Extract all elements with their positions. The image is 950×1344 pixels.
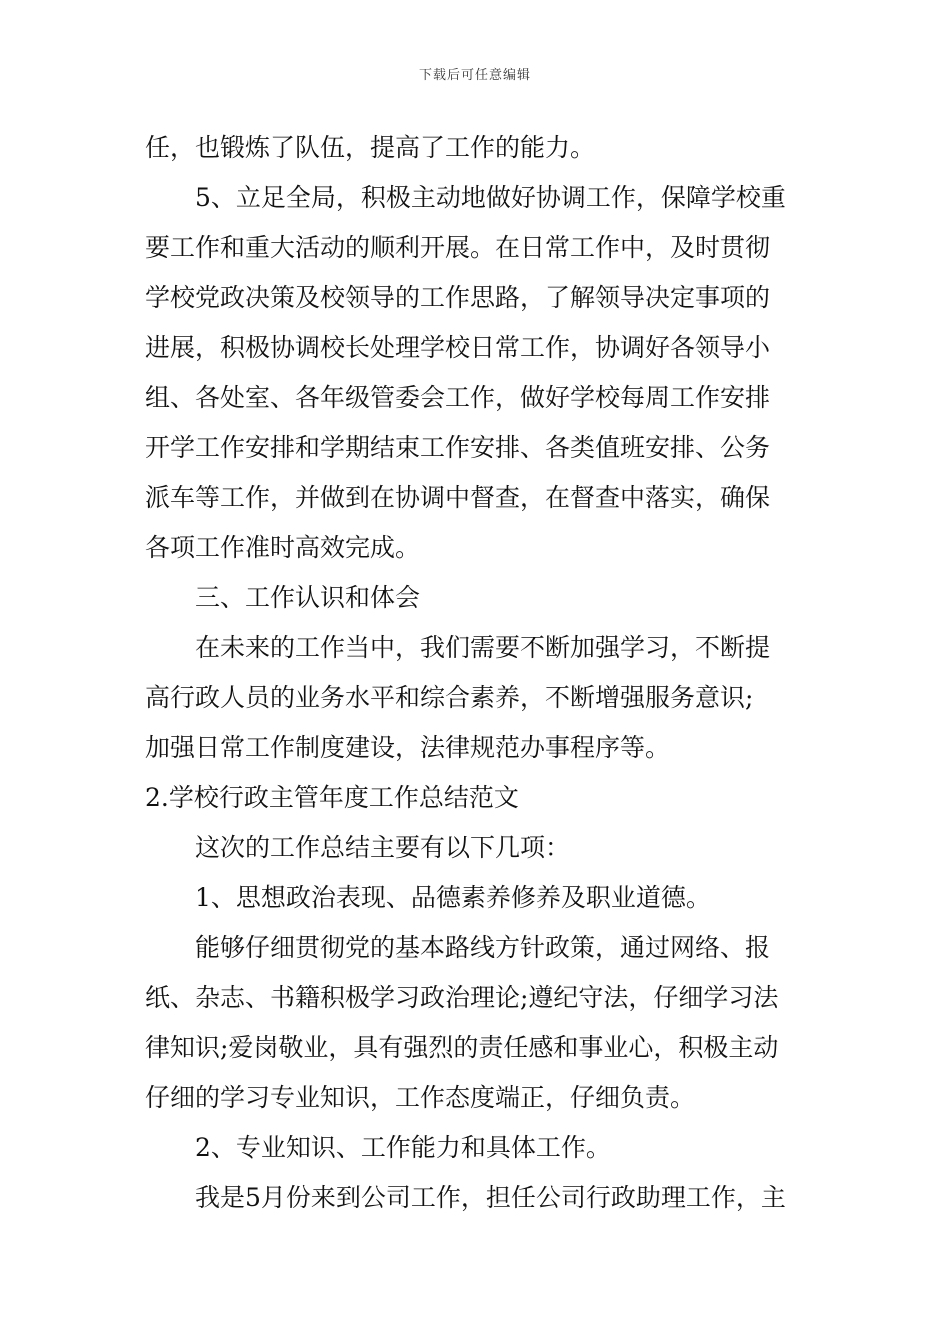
text-line-1: 任，也锻炼了队伍，提高了工作的能力。: [145, 133, 596, 162]
text-line-9: 各项工作准时高效完成。: [145, 533, 421, 562]
text-line-16: 1、思想政治表现、品德素养修养及职业道德。: [195, 883, 711, 912]
text-line-11: 在未来的工作当中，我们需要不断加强学习，不断提: [195, 633, 771, 662]
text-line-7: 开学工作安排和学期结束工作安排、各类值班安排、公务: [145, 433, 771, 462]
text-line-17: 能够仔细贯彻党的基本路线方针政策，通过网络、报: [195, 933, 771, 962]
text-line-18: 纸、杂志、书籍积极学习政治理论;遵纪守法，仔细学习法: [145, 983, 779, 1012]
text-line-19: 律知识;爱岗敬业，具有强烈的责任感和事业心，积极主动: [145, 1033, 779, 1062]
text-line-22: 我是5月份来到公司工作，担任公司行政助理工作，主: [195, 1183, 786, 1212]
text-line-12: 高行政人员的业务水平和综合素养，不断增强服务意识;: [145, 683, 754, 712]
text-line-2: 5、立足全局，积极主动地做好协调工作，保障学校重: [195, 183, 786, 212]
text-line-8: 派车等工作，并做到在协调中督查，在督查中落实，确保: [145, 483, 771, 512]
document-body: [145, 123, 810, 1223]
article-title: 2.学校行政主管年度工作总结范文: [145, 783, 519, 812]
text-line-5: 进展，积极协调校长处理学校日常工作，协调好各领导小: [145, 333, 771, 362]
section-heading: 三、工作认识和体会: [195, 583, 421, 612]
page-header: 下载后可任意编辑: [418, 68, 531, 83]
text-line-6: 组、各处室、各年级管委会工作，做好学校每周工作安排: [145, 383, 771, 412]
text-line-13: 加强日常工作制度建设，法律规范办事程序等。: [145, 733, 671, 762]
text-line-4: 学校党政决策及校领导的工作思路，了解领导决定事项的: [145, 283, 771, 312]
text-line-20: 仔细的学习专业知识，工作态度端正，仔细负责。: [145, 1083, 696, 1112]
text-line-15: 这次的工作总结主要有以下几项：: [195, 833, 571, 862]
text-line-21: 2、专业知识、工作能力和具体工作。: [195, 1133, 611, 1162]
text-line-3: 要工作和重大活动的顺利开展。在日常工作中，及时贯彻: [145, 233, 771, 262]
